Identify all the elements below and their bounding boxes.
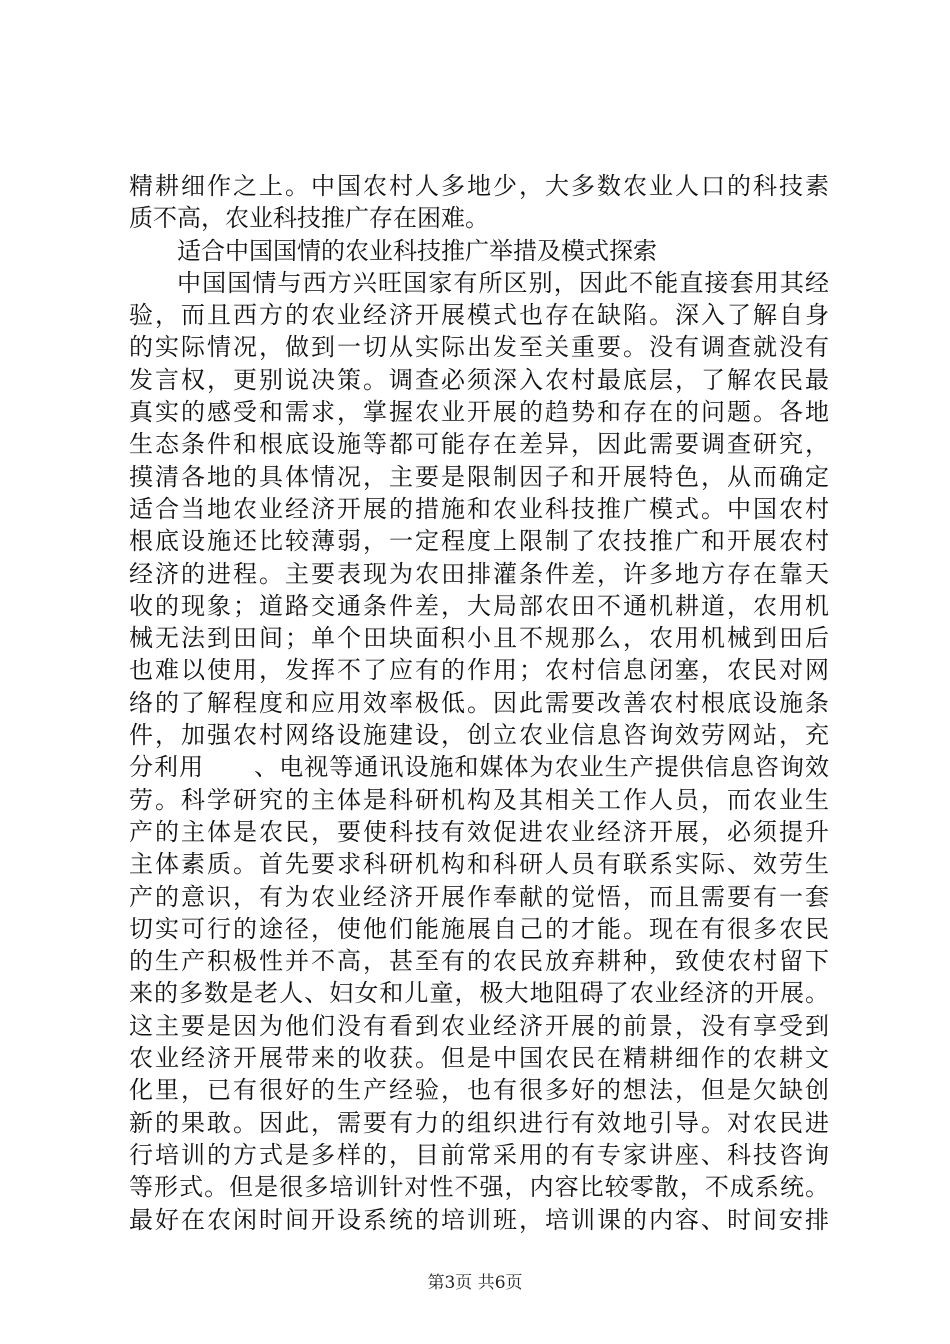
- text-line: 切实可行的途径，使他们能施展自己的才能。现在有很多农民: [129, 914, 829, 943]
- text-line: 化里，已有很好的生产经验，也有很多好的想法，但是欠缺创: [129, 1076, 829, 1105]
- text-line: 质不高，农业科技推广存在困难。: [129, 204, 489, 233]
- document-body: [129, 170, 829, 1236]
- text-line: 农业经济开展带来的收获。但是中国农民在精耕细作的农耕文: [129, 1044, 829, 1073]
- text-line: 分利用 、电视等通讯设施和媒体为农业生产提供信息咨询效: [129, 753, 829, 782]
- text-line: 新的果敢。因此，需要有力的组织进行有效地引导。对农民进: [129, 1108, 829, 1137]
- text-line: 精耕细作之上。中国农村人多地少，大多数农业人口的科技素: [129, 172, 829, 200]
- text-line: 验，而且西方的农业经济开展模式也存在缺陷。深入了解自身: [129, 301, 829, 330]
- text-line: 这主要是因为他们没有看到农业经济开展的前景，没有享受到: [129, 1011, 829, 1040]
- text-line: 件，加强农村网络设施建设，创立农业信息咨询效劳网站，充: [129, 721, 829, 750]
- section-heading: 适合中国国情的农业科技推广举措及模式探索: [177, 236, 657, 265]
- text-line: 最好在农闲时间开设系统的培训班，培训课的内容、时间安排: [129, 1205, 829, 1234]
- text-line: 劳。科学研究的主体是科研机构及其相关工作人员，而农业生: [129, 785, 829, 814]
- text-line: 发言权，更别说决策。调查必须深入农村最底层，了解农民最: [129, 365, 829, 394]
- text-line: 产的意识，有为农业经济开展作奉献的觉悟，而且需要有一套: [129, 882, 829, 911]
- text-line: 收的现象；道路交通条件差，大局部农田不通机耕道，农用机: [129, 591, 829, 620]
- text-line: 络的了解程度和应用效率极低。因此需要改善农村根底设施条: [129, 688, 829, 717]
- page-number-footer: 第3页 共6页: [427, 1273, 523, 1293]
- text-line: 也难以使用，发挥不了应有的作用；农村信息闭塞，农民对网: [129, 656, 829, 685]
- text-line: 中国国情与西方兴旺国家有所区别，因此不能直接套用其经: [177, 268, 829, 297]
- text-line: 械无法到田间；单个田块面积小且不规那么，农用机械到田后: [129, 624, 829, 653]
- text-line: 行培训的方式是多样的，目前常采用的有专家讲座、科技咨询: [129, 1140, 829, 1169]
- text-line: 根底设施还比较薄弱，一定程度上限制了农技推广和开展农村: [129, 527, 829, 556]
- text-line: 摸清各地的具体情况，主要是限制因子和开展特色，从而确定: [129, 462, 829, 491]
- text-line: 来的多数是老人、妇女和儿童，极大地阻碍了农业经济的开展。: [129, 979, 829, 1008]
- text-line: 经济的进程。主要表现为农田排灌条件差，许多地方存在靠天: [129, 559, 829, 588]
- text-line: 产的主体是农民，要使科技有效促进农业经济开展，必须提升: [129, 817, 829, 846]
- text-line: 等形式。但是很多培训针对性不强，内容比较零散，不成系统。: [129, 1173, 829, 1202]
- text-line: 的生产积极性并不高，甚至有的农民放弃耕种，致使农村留下: [129, 947, 829, 976]
- text-line: 生态条件和根底设施等都可能存在差异，因此需要调查研究，: [129, 430, 829, 459]
- text-line: 的实际情况，做到一切从实际出发至关重要。没有调查就没有: [129, 333, 829, 362]
- text-line: 适合当地农业经济开展的措施和农业科技推广模式。中国农村: [129, 494, 829, 523]
- text-line: 真实的感受和需求，掌握农业开展的趋势和存在的问题。各地: [129, 398, 829, 427]
- text-line: 主体素质。首先要求科研机构和科研人员有联系实际、效劳生: [129, 850, 829, 879]
